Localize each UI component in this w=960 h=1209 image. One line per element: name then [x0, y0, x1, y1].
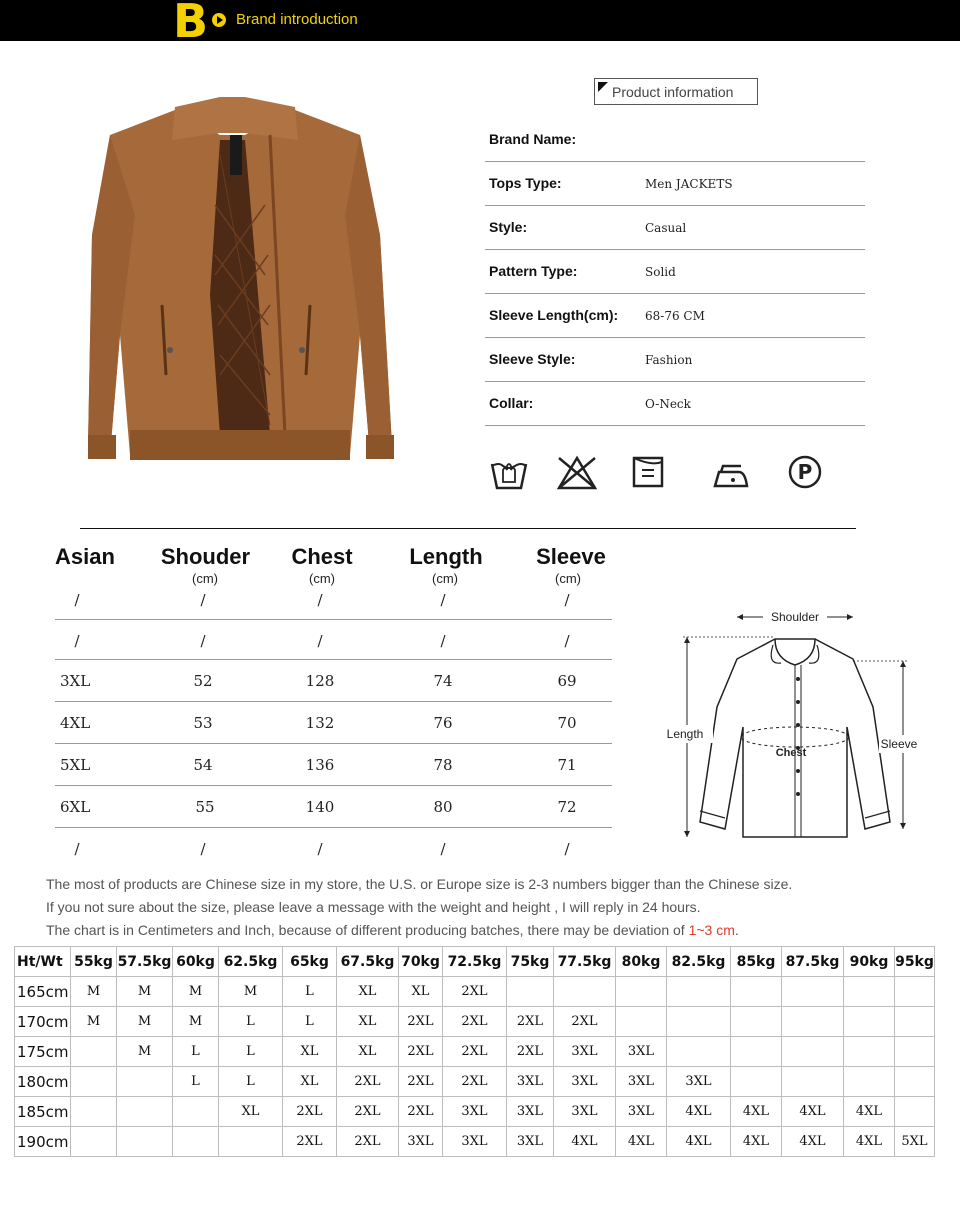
- size-cell: 53: [193, 714, 213, 732]
- height-weight-size-table: [14, 946, 935, 1157]
- size-cell: 3XL: [399, 1127, 443, 1157]
- size-cell: 2XL: [443, 1007, 507, 1037]
- size-cell: [117, 1097, 173, 1127]
- size-cell: [117, 1067, 173, 1097]
- size-cell: 3XL: [554, 1067, 616, 1097]
- size-cell: M: [173, 977, 219, 1007]
- spec-row-style: [485, 206, 865, 250]
- size-cell: [895, 1067, 935, 1097]
- size-cell: [71, 1037, 117, 1067]
- iron-icon: [711, 452, 751, 492]
- size-cell: 3XL: [60, 672, 91, 690]
- height-cell: 170cm: [15, 1007, 71, 1037]
- weight-header: 82.5kg: [667, 947, 731, 977]
- note-deviation-highlight: 1~3 cm: [688, 922, 735, 938]
- size-cell: [173, 1097, 219, 1127]
- weight-header: 65kg: [283, 947, 337, 977]
- table-corner-cell: Ht/Wt: [15, 947, 71, 977]
- weight-header: 57.5kg: [117, 947, 173, 977]
- weight-header: 90kg: [844, 947, 895, 977]
- height-cell: 190cm: [15, 1127, 71, 1157]
- size-header-length: Length: [409, 544, 483, 569]
- size-cell: [782, 977, 844, 1007]
- weight-header: 72.5kg: [443, 947, 507, 977]
- corner-triangle-icon: [598, 82, 608, 92]
- size-cell: /: [74, 632, 80, 650]
- size-cell: [616, 977, 667, 1007]
- size-cell: [844, 977, 895, 1007]
- dry-clean-p-icon: [785, 452, 825, 492]
- size-cell: 132: [305, 714, 335, 732]
- weight-header: 70kg: [399, 947, 443, 977]
- size-cell: [782, 1007, 844, 1037]
- size-cell: /: [317, 632, 323, 650]
- size-cell: 2XL: [399, 1097, 443, 1127]
- size-cell: [71, 1127, 117, 1157]
- size-cell: 72: [557, 798, 577, 816]
- size-cell: [219, 1127, 283, 1157]
- size-cell: M: [117, 977, 173, 1007]
- size-cell: M: [71, 1007, 117, 1037]
- size-cell: [667, 977, 731, 1007]
- care-icons-row: [485, 452, 865, 496]
- weight-header: 77.5kg: [554, 947, 616, 977]
- product-information-heading: Product information: [612, 84, 734, 100]
- size-cell: 69: [557, 672, 577, 690]
- size-cell: /: [440, 632, 446, 650]
- size-cell: 4XL: [731, 1127, 782, 1157]
- size-cell: 2XL: [507, 1007, 554, 1037]
- spec-label: Style:: [489, 219, 528, 235]
- size-cell: 4XL: [60, 714, 91, 732]
- section-divider: [80, 528, 856, 529]
- height-cell: 180cm: [15, 1067, 71, 1097]
- spec-row-pattern-type: [485, 250, 865, 294]
- size-cell: /: [74, 840, 80, 858]
- size-cell: 3XL: [443, 1127, 507, 1157]
- size-cell: [782, 1037, 844, 1067]
- size-cell: 2XL: [507, 1037, 554, 1067]
- brand-title: Brand introduction: [236, 11, 358, 28]
- size-cell: L: [173, 1037, 219, 1067]
- size-cell: /: [200, 632, 206, 650]
- size-cell: [71, 1097, 117, 1127]
- table-row: [15, 1037, 935, 1067]
- size-cell: XL: [399, 977, 443, 1007]
- size-cell: 3XL: [443, 1097, 507, 1127]
- size-cell: [117, 1127, 173, 1157]
- size-cell: 6XL: [60, 798, 91, 816]
- size-cell: [731, 977, 782, 1007]
- size-cell: /: [564, 632, 570, 650]
- spec-label: Sleeve Length(cm):: [489, 307, 619, 323]
- spec-label: Brand Name:: [489, 131, 577, 147]
- play-icon: [212, 13, 226, 27]
- table-header-row: [15, 947, 935, 977]
- brand-letter: B: [173, 0, 209, 48]
- svg-text:P: P: [797, 460, 813, 484]
- size-cell: 4XL: [616, 1127, 667, 1157]
- size-cell: 3XL: [616, 1037, 667, 1067]
- size-cell: 70: [557, 714, 577, 732]
- size-note-line-3: [46, 922, 739, 938]
- spec-value: Fashion: [645, 353, 693, 367]
- size-cell: 2XL: [443, 1067, 507, 1097]
- size-cell: 2XL: [283, 1127, 337, 1157]
- spec-value: Casual: [645, 221, 687, 235]
- size-cell: XL: [283, 1067, 337, 1097]
- size-unit-chest: (cm): [309, 571, 335, 586]
- product-information-heading-box: [594, 78, 758, 105]
- size-cell: 2XL: [283, 1097, 337, 1127]
- size-cell: L: [283, 1007, 337, 1037]
- hand-wash-icon: [489, 452, 529, 492]
- spec-row-tops-type: [485, 162, 865, 206]
- size-cell: [731, 1067, 782, 1097]
- length-label: Length: [666, 727, 704, 741]
- size-cell: [731, 1007, 782, 1037]
- size-cell: 4XL: [782, 1127, 844, 1157]
- weight-header: 87.5kg: [782, 947, 844, 977]
- weight-header: 95kg: [895, 947, 935, 977]
- size-row: [55, 620, 612, 660]
- size-cell: M: [71, 977, 117, 1007]
- size-cell: M: [117, 1037, 173, 1067]
- weight-header: 67.5kg: [337, 947, 399, 977]
- size-cell: 2XL: [443, 1037, 507, 1067]
- size-cell: /: [200, 840, 206, 858]
- size-cell: [731, 1037, 782, 1067]
- spec-label: Collar:: [489, 395, 534, 411]
- table-row: [15, 1067, 935, 1097]
- size-row-3xl: [55, 660, 612, 702]
- weight-header: 85kg: [731, 947, 782, 977]
- weight-header: 55kg: [71, 947, 117, 977]
- table-row: [15, 977, 935, 1007]
- size-cell: 2XL: [337, 1127, 399, 1157]
- size-cell: /: [440, 840, 446, 858]
- size-header-shoulder: Shouder: [160, 544, 251, 569]
- brand-header-bar: [0, 0, 960, 48]
- table-row: [15, 1097, 935, 1127]
- size-cell: /: [317, 591, 323, 609]
- size-cell: M: [219, 977, 283, 1007]
- size-cell: [844, 1037, 895, 1067]
- weight-header: 75kg: [507, 947, 554, 977]
- size-cell: /: [200, 591, 206, 609]
- spec-row-sleeve-style: [485, 338, 865, 382]
- spec-row-collar: [485, 382, 865, 426]
- size-cell: 3XL: [616, 1097, 667, 1127]
- sleeve-label: Sleeve: [880, 737, 918, 751]
- size-cell: [895, 1097, 935, 1127]
- size-cell: [895, 977, 935, 1007]
- size-cell: L: [173, 1067, 219, 1097]
- weight-header: 62.5kg: [219, 947, 283, 977]
- size-cell: 4XL: [782, 1097, 844, 1127]
- size-note-line-1: The most of products are Chinese size in my store, the U.S. or Europe size is 2-3 numbers bigger than the Chinese size.: [46, 876, 793, 892]
- size-cell: 3XL: [667, 1067, 731, 1097]
- size-header-chest: Chest: [291, 544, 353, 569]
- size-row: [55, 828, 612, 870]
- size-cell: [667, 1037, 731, 1067]
- spec-value: Solid: [645, 265, 676, 279]
- size-cell: [554, 977, 616, 1007]
- no-bleach-icon: [555, 452, 599, 492]
- size-cell: [71, 1067, 117, 1097]
- size-cell: 80: [433, 798, 453, 816]
- table-row: [15, 1007, 935, 1037]
- size-cell: 128: [305, 672, 335, 690]
- size-cell: 2XL: [399, 1007, 443, 1037]
- size-cell: [507, 977, 554, 1007]
- size-unit-sleeve: (cm): [555, 571, 581, 586]
- size-row-4xl: [55, 702, 612, 744]
- size-cell: 4XL: [844, 1097, 895, 1127]
- jacket-product-image: [70, 95, 400, 485]
- size-note-line-2: If you not sure about the size, please leave a message with the weight and height , I will reply in 24 hours.: [46, 899, 701, 915]
- spec-value: O-Neck: [645, 397, 691, 411]
- weight-header: 60kg: [173, 947, 219, 977]
- weight-header: 80kg: [616, 947, 667, 977]
- size-cell: XL: [219, 1097, 283, 1127]
- spec-row-brand-name: [485, 118, 865, 162]
- size-header-asian: Asian: [55, 544, 115, 569]
- size-cell: 52: [193, 672, 213, 690]
- size-cell: 4XL: [667, 1127, 731, 1157]
- size-cell: L: [219, 1007, 283, 1037]
- size-cell: [173, 1127, 219, 1157]
- spec-value: 68-76 CM: [645, 309, 705, 323]
- spec-row-sleeve-length: [485, 294, 865, 338]
- size-row: [55, 585, 612, 620]
- size-cell: 4XL: [667, 1097, 731, 1127]
- size-cell: [895, 1007, 935, 1037]
- size-cell: 3XL: [507, 1067, 554, 1097]
- size-unit-length: (cm): [432, 571, 458, 586]
- size-cell: /: [564, 591, 570, 609]
- size-cell: XL: [337, 1037, 399, 1067]
- size-cell: 74: [433, 672, 453, 690]
- size-cell: /: [317, 840, 323, 858]
- height-cell: 185cm: [15, 1097, 71, 1127]
- size-cell: 3XL: [616, 1067, 667, 1097]
- dry-flat-icon: [631, 452, 665, 492]
- measurement-diagram: [655, 597, 935, 845]
- size-cell: 2XL: [554, 1007, 616, 1037]
- size-cell: 2XL: [399, 1067, 443, 1097]
- size-cell: 3XL: [554, 1097, 616, 1127]
- size-cell: 3XL: [507, 1127, 554, 1157]
- size-cell: /: [74, 591, 80, 609]
- size-cell: XL: [337, 977, 399, 1007]
- size-cell: 3XL: [507, 1097, 554, 1127]
- size-cell: [616, 1007, 667, 1037]
- size-cell: 140: [305, 798, 335, 816]
- spec-label: Tops Type:: [489, 175, 562, 191]
- size-row-6xl: [55, 786, 612, 828]
- size-cell: L: [219, 1067, 283, 1097]
- size-cell: [895, 1037, 935, 1067]
- size-header-sleeve: Sleeve: [536, 544, 606, 569]
- size-cell: M: [117, 1007, 173, 1037]
- size-cell: M: [173, 1007, 219, 1037]
- size-cell: 3XL: [554, 1037, 616, 1067]
- size-cell: [844, 1007, 895, 1037]
- size-cell: 71: [557, 756, 577, 774]
- size-cell: 78: [433, 756, 453, 774]
- size-cell: 4XL: [844, 1127, 895, 1157]
- height-cell: 165cm: [15, 977, 71, 1007]
- size-cell: XL: [283, 1037, 337, 1067]
- spec-label: Pattern Type:: [489, 263, 578, 279]
- size-cell: 4XL: [731, 1097, 782, 1127]
- size-cell: 5XL: [60, 756, 91, 774]
- size-cell: [782, 1067, 844, 1097]
- note-text: .: [734, 922, 739, 938]
- size-row-5xl: [55, 744, 612, 786]
- height-cell: 175cm: [15, 1037, 71, 1067]
- size-cell: L: [219, 1037, 283, 1067]
- size-cell: 2XL: [337, 1097, 399, 1127]
- size-cell: [844, 1067, 895, 1097]
- size-cell: 4XL: [554, 1127, 616, 1157]
- size-cell: 54: [193, 756, 213, 774]
- shoulder-label: Shoulder: [770, 610, 820, 624]
- size-cell: 76: [433, 714, 453, 732]
- spec-value: Men JACKETS: [645, 177, 733, 191]
- size-cell: 5XL: [895, 1127, 935, 1157]
- size-cell: 55: [195, 798, 215, 816]
- spec-label: Sleeve Style:: [489, 351, 576, 367]
- size-cell: 2XL: [399, 1037, 443, 1067]
- table-row: [15, 1127, 935, 1157]
- size-cell: [667, 1007, 731, 1037]
- size-cell: XL: [337, 1007, 399, 1037]
- chest-label: Chest: [775, 747, 807, 759]
- size-cell: 136: [305, 756, 335, 774]
- size-cell: 2XL: [337, 1067, 399, 1097]
- size-cell: /: [564, 840, 570, 858]
- size-cell: /: [440, 591, 446, 609]
- note-text: The chart is in Centimeters and Inch, because of different producing batches, there may be deviation of: [46, 922, 689, 938]
- size-unit-shoulder: (cm): [192, 571, 218, 586]
- size-cell: 2XL: [443, 977, 507, 1007]
- size-cell: L: [283, 977, 337, 1007]
